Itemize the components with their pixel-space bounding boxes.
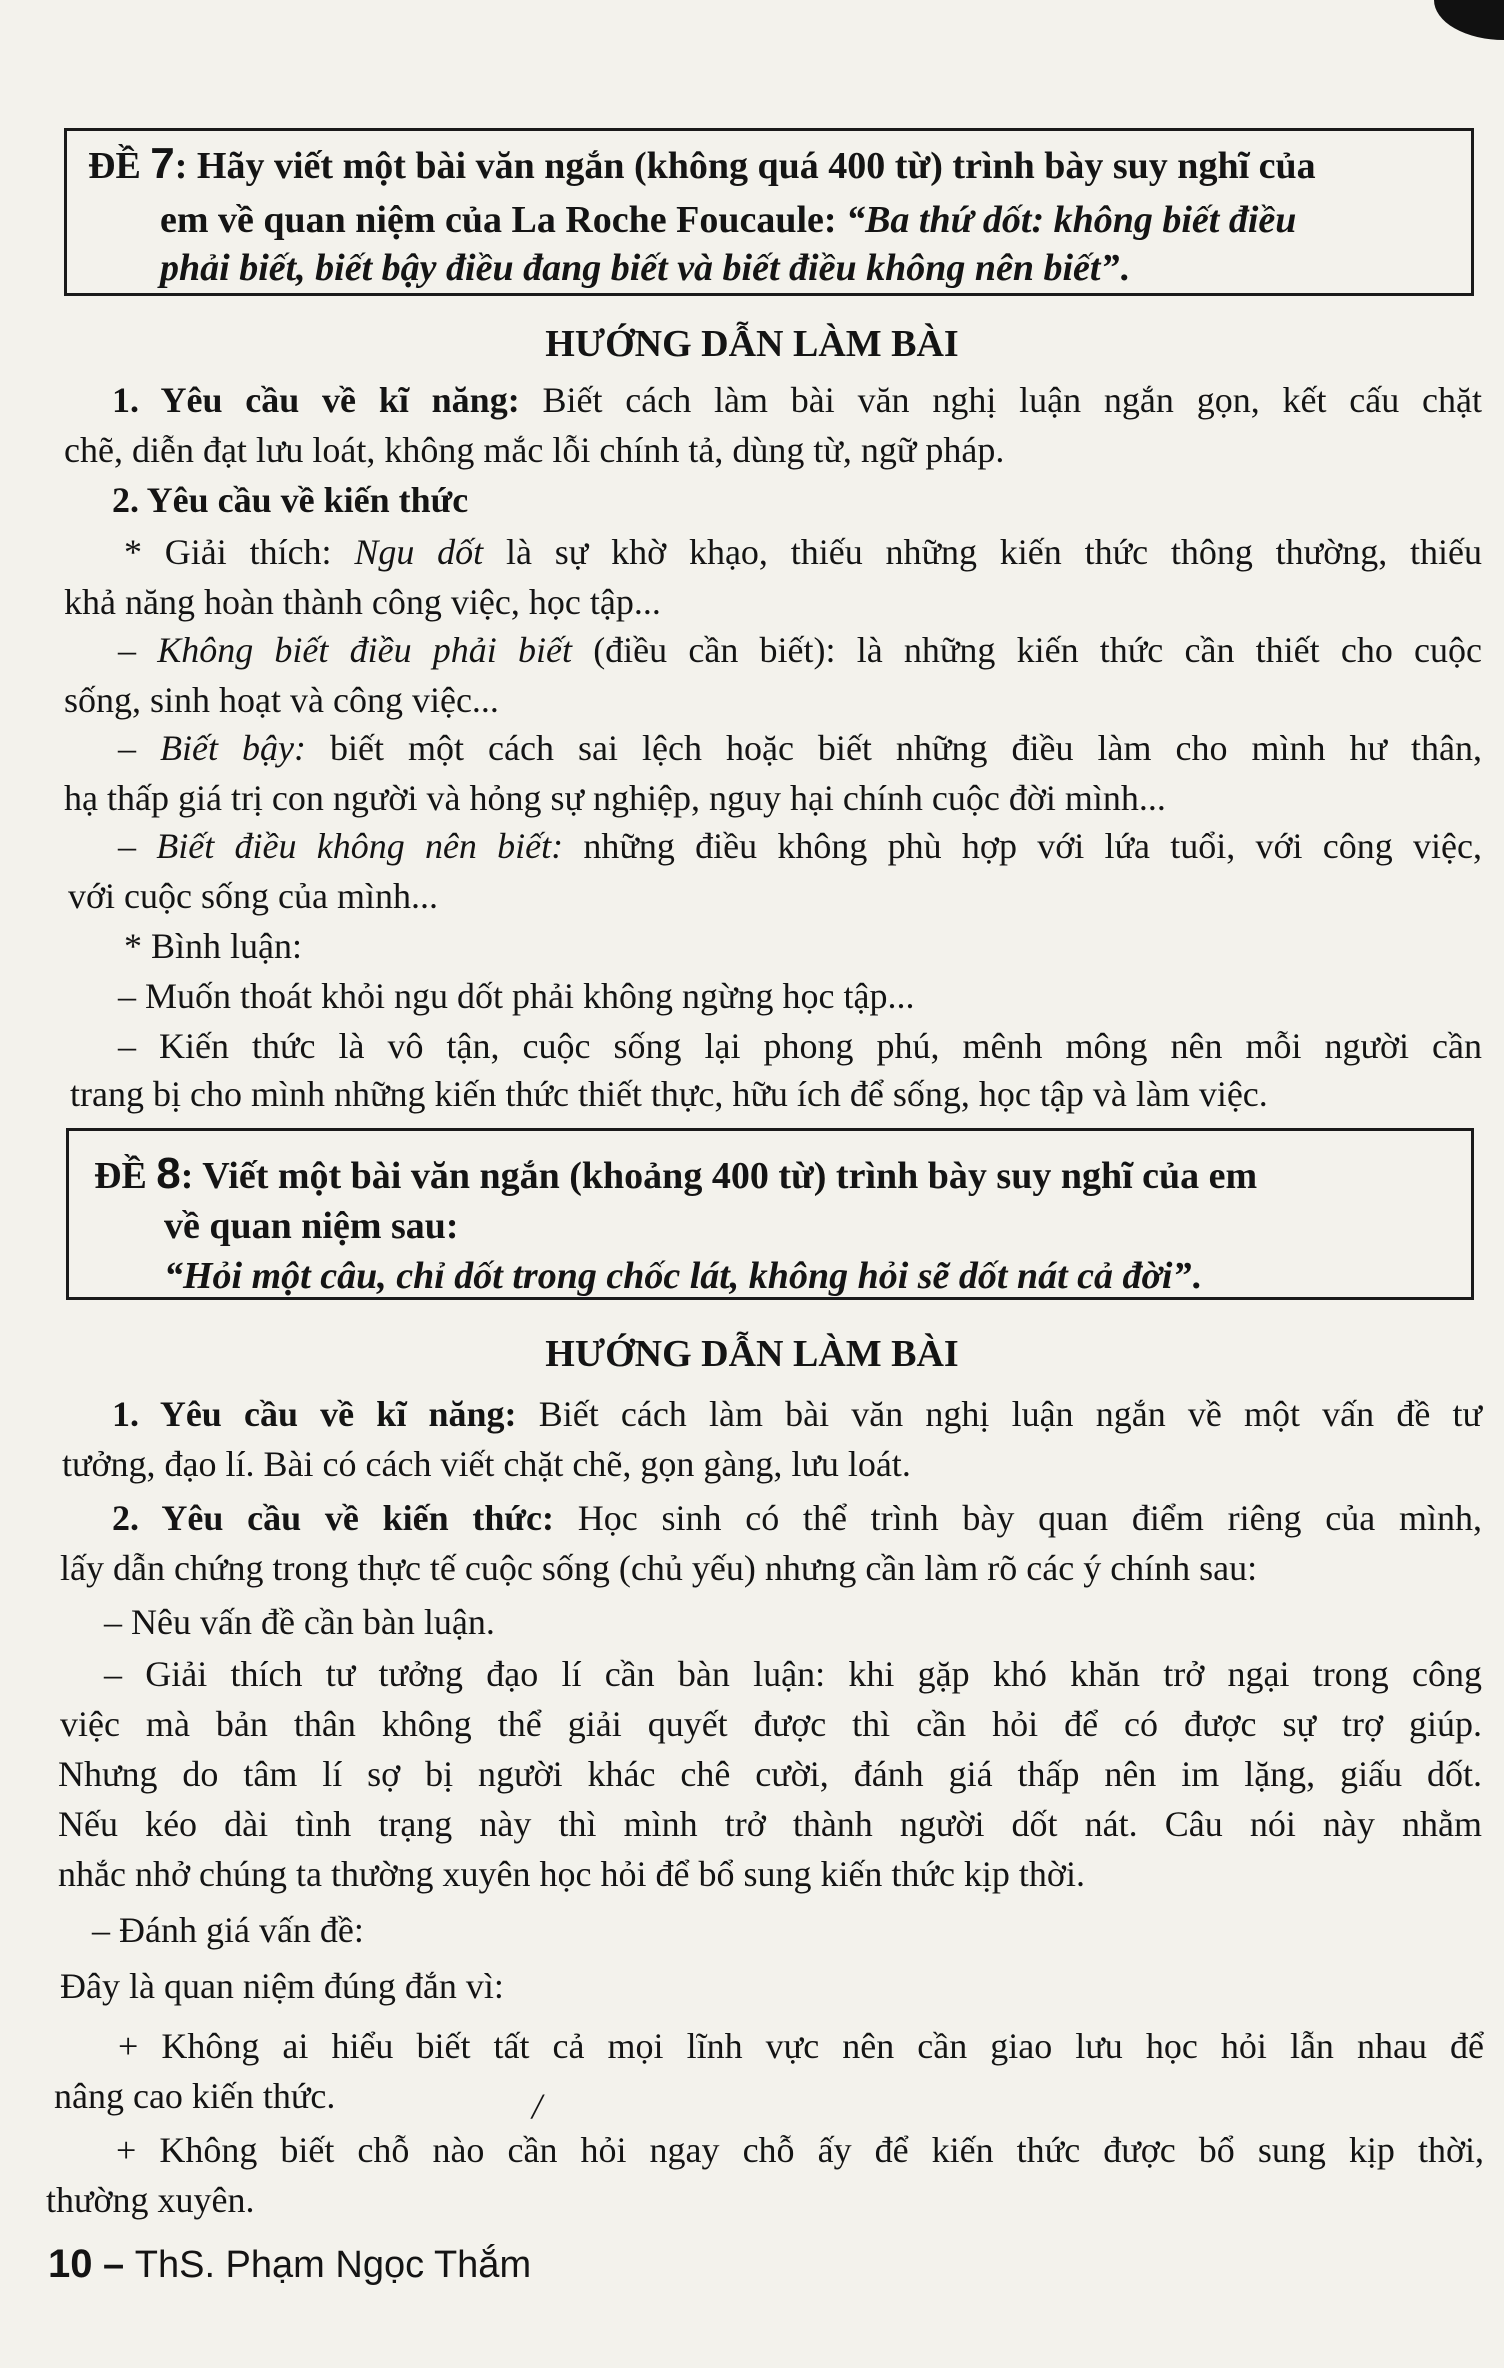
de8-quote: “Hỏi một câu, chỉ dốt trong chốc lát, không hỏi sẽ dốt nát cả đời” xyxy=(164,1255,1192,1297)
guide7-heading: HƯỚNG DẪN LÀM BÀI xyxy=(545,323,959,365)
de8-number: 8 xyxy=(156,1149,181,1198)
guide7-item2-term: – Biết bậy: xyxy=(118,728,306,768)
guide7-explain-line-1 xyxy=(124,528,1482,576)
guide8-point2-line-4: Nếu kéo dài tình trạng này thì mình trở thành người dốt nát. Câu nói này nhằm xyxy=(58,1804,1482,1844)
de8-line-2: về quan niệm sau: xyxy=(164,1205,459,1247)
de7-line-1 xyxy=(88,140,1316,190)
guide8-knowledge-line-2: lấy dẫn chứng trong thực tế cuộc sống (chủ yếu) nhưng cần làm rõ các ý chính sau: xyxy=(60,1548,1258,1588)
de8-label: ĐỀ xyxy=(94,1155,147,1197)
de7-line-2 xyxy=(160,196,1296,244)
de8-line-3 xyxy=(164,1252,1201,1300)
guide7-skill-line-2: chẽ, diễn đạt lưu loát, không mắc lỗi chính tả, dùng từ, ngữ pháp. xyxy=(64,430,1005,470)
guide7-item2-line-2: hạ thấp giá trị con người và hỏng sự nghiệp, nguy hại chính cuộc đời mình... xyxy=(64,778,1166,818)
de8-line-1 xyxy=(94,1150,1257,1200)
page-corner-shadow xyxy=(1434,0,1504,40)
guide8-knowledge-text-1: Học sinh có thể trình bày quan điểm riêng của mình, xyxy=(553,1498,1482,1538)
footer-dash: – xyxy=(92,2244,135,2286)
page-number: 10 xyxy=(48,2242,93,2286)
guide7-skill-text-1: Biết cách làm bài văn nghị luận ngắn gọn, kết cấu chặt xyxy=(519,380,1482,420)
guide8-skill-text-1: Biết cách làm bài văn nghị luận ngắn về một vấn đề tư xyxy=(516,1394,1482,1434)
guide7-comment-label: * Bình luận: xyxy=(124,926,302,966)
guide7-item1-line-1 xyxy=(118,626,1482,674)
guide8-point2-line-3: Nhưng do tâm lí sợ bị người khác chê cười, đánh giá thấp nên im lặng, giấu dốt. xyxy=(58,1754,1482,1794)
guide8-knowledge-line-1 xyxy=(112,1494,1482,1542)
de7-quote-end: . xyxy=(1119,247,1129,289)
guide8-point-3: – Đánh giá vấn đề: xyxy=(92,1910,364,1950)
guide8-skill-line-2: tưởng, đạo lí. Bài có cách viết chặt chẽ, gọn gàng, lưu loát. xyxy=(62,1444,911,1484)
de8-prompt-1: : Viết một bài văn ngắn (khoảng 400 từ) trình bày suy nghĩ của em xyxy=(180,1155,1258,1197)
page-footer xyxy=(48,2240,531,2289)
de7-label: ĐỀ xyxy=(88,145,141,187)
guide7-explain-text-1: là sự khờ khạo, thiếu những kiến thức thông thường, thiếu xyxy=(483,532,1483,572)
guide8-skill-line-1 xyxy=(112,1390,1482,1438)
guide7-item2-text-1: biết một cách sai lệch hoặc biết những điều làm cho mình hư thân, xyxy=(305,728,1482,768)
guide7-item3-line-1 xyxy=(118,822,1482,870)
de7-prompt-1: : Hãy viết một bài văn ngắn (không quá 400 từ) trình bày suy nghĩ của xyxy=(174,145,1316,187)
guide7-item1-text-1: (điều cần biết): là những kiến thức cần thiết cho cuộc xyxy=(571,630,1482,670)
guide8-reason1-line-1: + Không ai hiểu biết tất cả mọi lĩnh vực nên cần giao lưu học hỏi lẫn nhau để xyxy=(118,2026,1484,2066)
guide7-item1-term: – Không biết điều phải biết xyxy=(118,630,572,670)
guide7-knowledge-label: 2. Yêu cầu về kiến thức xyxy=(112,480,469,520)
guide7-explain-line-2: khả năng hoàn thành công việc, học tập... xyxy=(64,582,661,622)
guide8-point-1: – Nêu vấn đề cần bàn luận. xyxy=(104,1602,495,1642)
guide7-explain-pre: * Giải thích: xyxy=(124,532,355,572)
guide8-skill-label: 1. Yêu cầu về kĩ năng: xyxy=(112,1394,517,1434)
guide8-point2-line-5: nhắc nhở chúng ta thường xuyên học hỏi để bổ sung kiến thức kịp thời. xyxy=(58,1854,1085,1894)
guide8-correct: Đây là quan niệm đúng đắn vì: xyxy=(60,1966,504,2006)
guide8-reason1-line-2: nâng cao kiến thức. xyxy=(54,2076,336,2116)
guide7-item3-text-1: những điều không phù hợp với lứa tuổi, với công việc, xyxy=(563,826,1482,866)
de7-quote-1: “Ba thứ dốt: không biết điều xyxy=(846,199,1297,241)
guide8-reason2-line-1: + Không biết chỗ nào cần hỏi ngay chỗ ấy để kiến thức được bổ sung kịp thời, xyxy=(116,2130,1484,2170)
guide7-skill-label: 1. Yêu cầu về kĩ năng: xyxy=(112,380,520,420)
guide7-item3-term: – Biết điều không nên biết: xyxy=(118,826,564,866)
guide7-item3-line-2: với cuộc sống của mình... xyxy=(68,876,438,916)
footer-author: ThS. Phạm Ngọc Thắm xyxy=(134,2244,532,2286)
guide7-comment-1: – Muốn thoát khỏi ngu dốt phải không ngừng học tập... xyxy=(118,976,915,1016)
guide8-point2-line-2: việc mà bản thân không thể giải quyết được thì cần hỏi để có được sự trợ giúp. xyxy=(60,1704,1482,1744)
guide8-point2-line-1: – Giải thích tư tưởng đạo lí cần bàn luận: khi gặp khó khăn trở ngại trong công xyxy=(104,1654,1482,1694)
guide7-item1-line-2: sống, sinh hoạt và công việc... xyxy=(64,680,499,720)
de7-quote-2: phải biết, biết bậy điều đang biết và biết điều không nên biết” xyxy=(160,247,1120,289)
guide8-heading: HƯỚNG DẪN LÀM BÀI xyxy=(545,1333,959,1375)
de7-number: 7 xyxy=(150,139,175,188)
guide8-knowledge-label: 2. Yêu cầu về kiến thức: xyxy=(112,1498,554,1538)
guide7-comment-2-line-1: – Kiến thức là vô tận, cuộc sống lại phong phú, mênh mông nên mỗi người cần xyxy=(118,1026,1482,1066)
guide7-explain-term: Ngu dốt xyxy=(354,532,484,572)
de7-line-3 xyxy=(160,244,1129,292)
pen-mark: / xyxy=(532,2086,543,2126)
guide8-reason2-line-2: thường xuyên. xyxy=(46,2180,255,2220)
guide7-item2-line-1 xyxy=(118,724,1482,772)
de8-quote-end: . xyxy=(1191,1255,1201,1297)
guide7-skill-line-1 xyxy=(112,376,1482,424)
guide7-comment-2-line-2: trang bị cho mình những kiến thức thiết thực, hữu ích để sống, học tập và làm việc. xyxy=(70,1074,1268,1114)
de7-prompt-2: em về quan niệm của La Roche Foucaule: xyxy=(160,199,847,241)
